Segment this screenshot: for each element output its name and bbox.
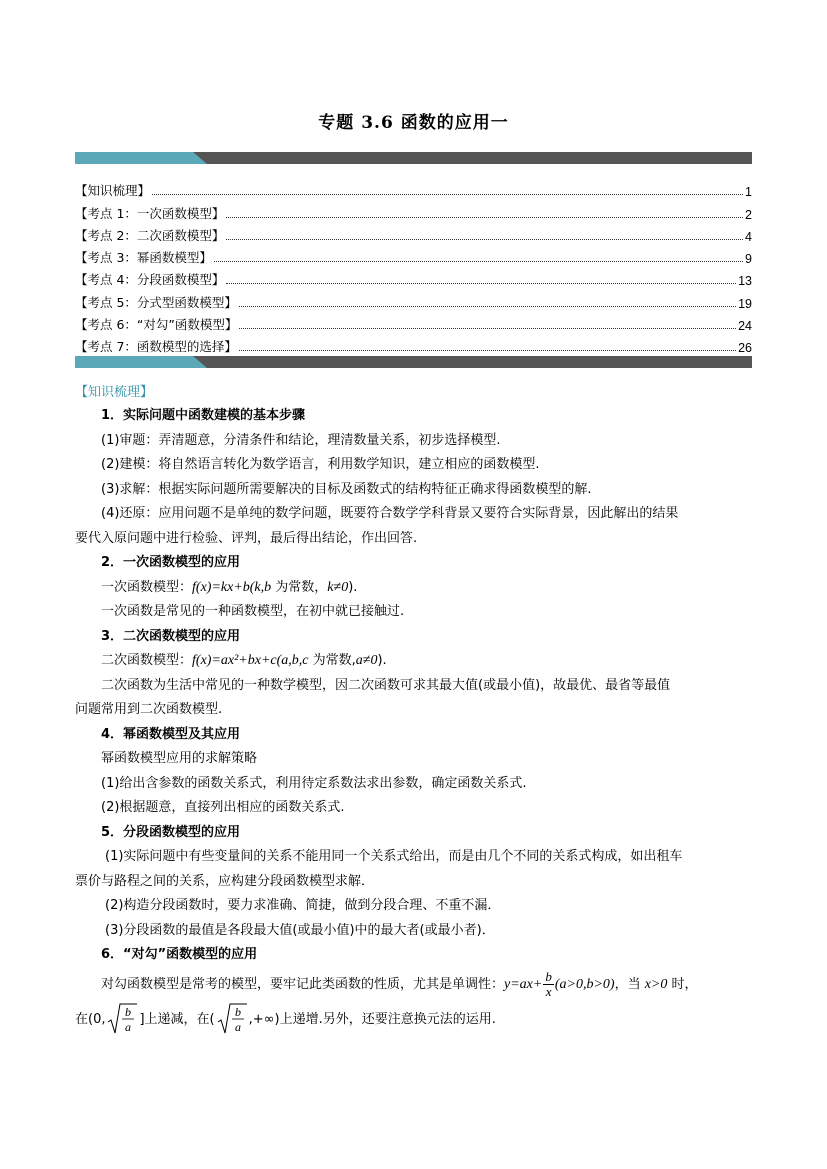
paragraph: (1)审题：弄清题意，分清条件和结论，理清数量关系，初步选择模型. (101, 432, 501, 448)
sqrt-b-over-a (217, 1002, 247, 1037)
heading-4: 4．幂函数模型及其应用 (101, 726, 241, 742)
heading-2: 2．一次函数模型的应用 (101, 555, 241, 570)
fraction-b-over-x: $\frac{b}{x}$ (545, 968, 552, 999)
paragraph: (3)求解：根据实际问题所需要解决的目标及函数式的结构特征正确求得函数模型的解. (101, 481, 592, 497)
toc-row[interactable]: 【考点 7：函数模型的选择】 26 (75, 339, 752, 356)
paragraph: 一次函数是常见的一种函数模型，在初中就已接触过. (101, 604, 405, 619)
paragraph: 要代入原问题中进行检验、评判，最后得出结论，作出回答. (75, 530, 418, 546)
paragraph: (3)分段函数的最值是各段最大值(或最小值)中的最大者(或最小者)． (105, 922, 495, 938)
paragraph: (2)建模：将自然语言转化为数学语言，利用数学知识，建立相应的函数模型. (101, 457, 540, 472)
sqrt-b-over-a (107, 1002, 137, 1037)
paragraph: (4)还原：应用问题不是单纯的数学问题，既要符合数学学科背景又要符合实际背景，因此解出的结果 (101, 506, 679, 521)
paragraph: 问题常用到二次函数模型. (75, 702, 223, 717)
sqrt-symbol (107, 1002, 137, 1036)
paragraph: 幂函数模型应用的求解策略 (101, 751, 258, 766)
svg-text:a: a (125, 1019, 132, 1034)
heading-6: 6．“对勾”函数模型的应用 (101, 947, 258, 962)
paragraph: (2)构造分段函数时，要力求准确、简捷，做到分段合理、不重不漏． (105, 898, 501, 913)
svg-text:a: a (234, 1019, 241, 1034)
band-teal (75, 152, 207, 164)
heading-3: 3．二次函数模型的应用 (101, 628, 241, 644)
svg-text:b: b (125, 1004, 132, 1019)
section-tag: 【知识梳理】 (75, 385, 154, 400)
toc-row[interactable]: 【考点 2：二次函数模型】 4 (75, 227, 752, 244)
toc-row[interactable]: 【考点 4：分段函数模型】 13 (75, 272, 752, 289)
paragraph: (1)实际问题中有些变量间的关系不能用同一个关系式给出，而是由几个不同的关系式构成，如出租车 (105, 849, 683, 864)
paragraph: (1)给出含参数的函数关系式，利用待定系数法求出参数，确定函数关系式. (101, 775, 527, 791)
paragraph: 二次函数为生活中常见的一种数学模型，因二次函数可求其最大值(或最小值)，故最优、最省等最值 (101, 677, 671, 693)
paragraph: (2)根据题意，直接列出相应的函数关系式. (101, 800, 345, 815)
toc-row[interactable]: 【考点 5：分式型函数模型】 19 (75, 294, 752, 311)
toc-row[interactable]: 【知识梳理】 1 (75, 183, 752, 200)
toc-row[interactable]: 【考点 6：“对勾”函数模型】 24 (75, 317, 752, 334)
formula-line: 二次函数模型：f(x)=ax²+bx+c(a,b,c 为常数,a≠0). (101, 653, 387, 668)
formula-line: 对勾函数模型是常考的模型，要牢记此类函数的性质，尤其是单调性：y=ax+ $\frac{b}{x}$ (a>0,b>0)，当 x>0 时， (101, 968, 698, 999)
toc-row[interactable]: 【考点 3：幂函数模型】 9 (75, 250, 752, 267)
svg-text:b: b (234, 1004, 241, 1019)
header-band-bottom (75, 356, 752, 368)
formula-line: 在(0, b a ]上递减，在( b a ,+∞)上递增.另外，还要注意换元法的运用. (75, 1002, 752, 1037)
body-text (75, 404, 752, 1036)
heading-5: 5．分段函数模型的应用 (101, 824, 241, 840)
heading-1: 1．实际问题中函数建模的基本步骤 (101, 408, 306, 423)
paragraph: 票价与路程之间的关系，应构建分段函数模型求解． (75, 873, 375, 889)
table-of-contents (75, 177, 752, 355)
header-band-top (75, 152, 752, 164)
band-teal (75, 356, 207, 368)
sqrt-symbol (217, 1002, 247, 1036)
toc-row[interactable]: 【考点 1：一次函数模型】 2 (75, 205, 752, 222)
formula-line: 一次函数模型：f(x)=kx+b(k,b 为常数，k≠0). (101, 579, 358, 595)
page-title: 专题 3.6 函数的应用一 (318, 113, 509, 133)
